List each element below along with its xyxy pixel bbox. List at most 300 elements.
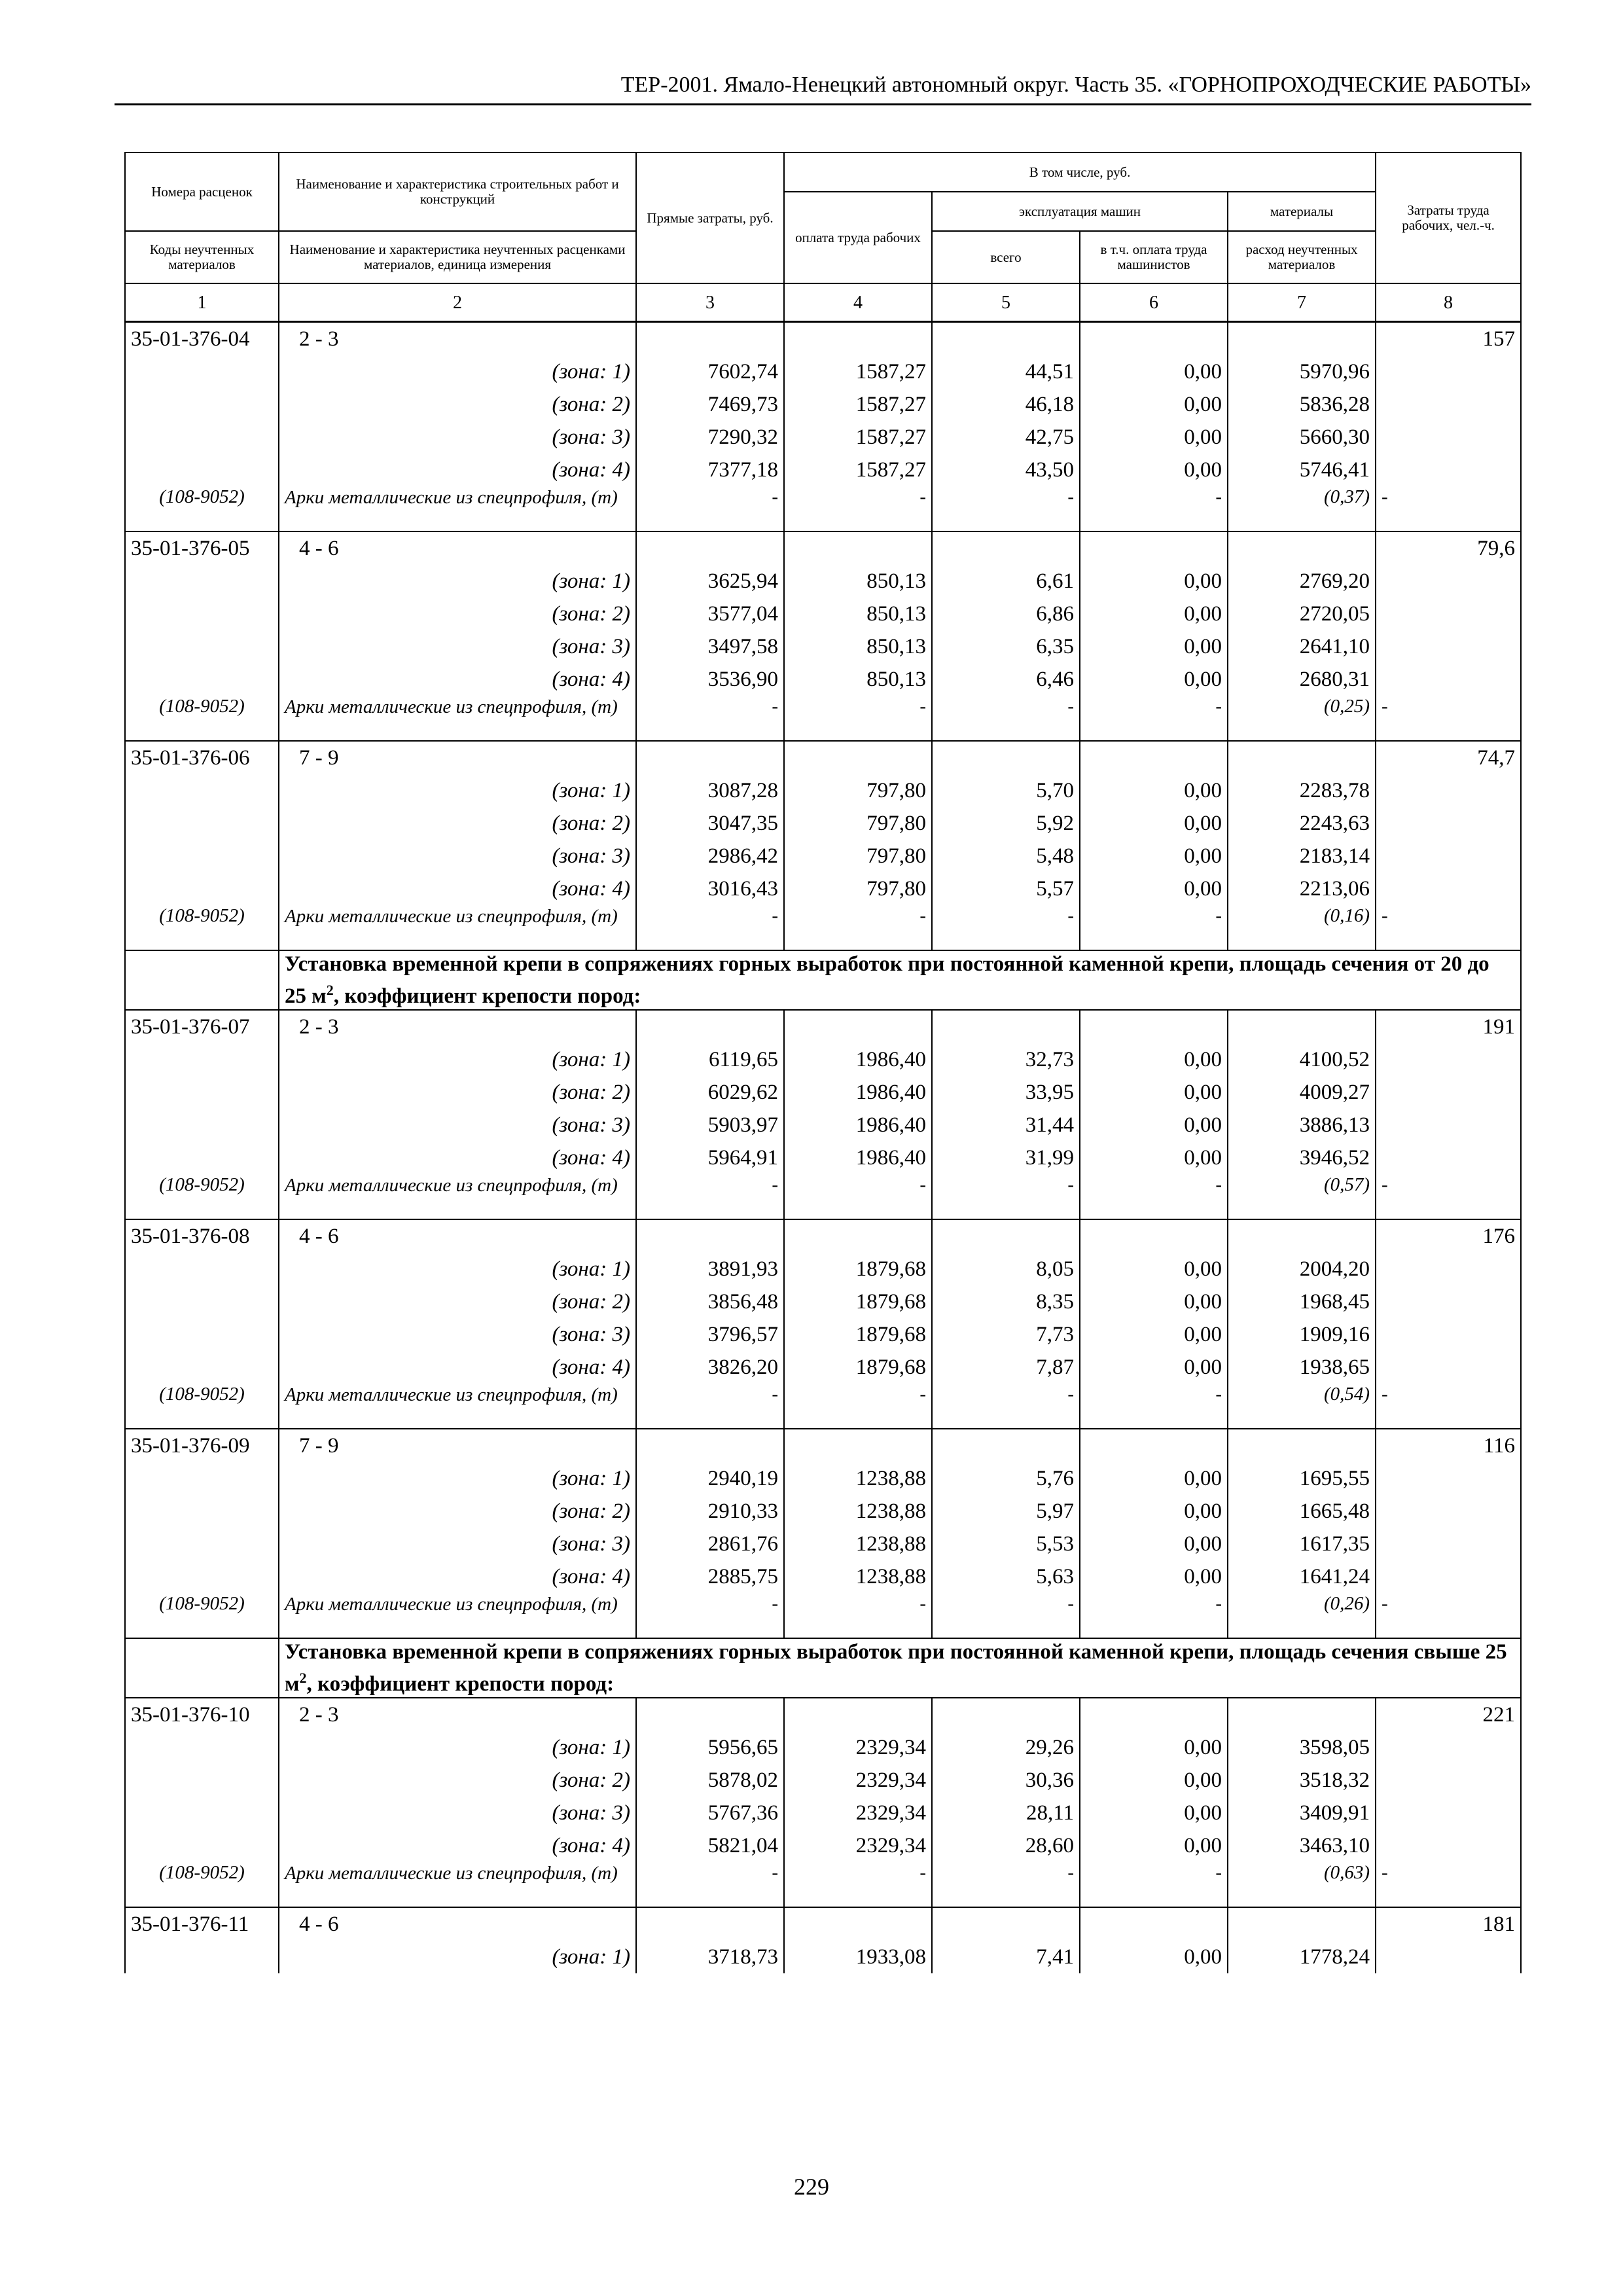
empty-cell	[636, 1429, 784, 1462]
zone-row	[125, 1141, 1521, 1174]
empty-cell	[125, 1528, 279, 1560]
empty-cell	[784, 1429, 932, 1462]
material-value: -	[1080, 905, 1228, 950]
zone-row	[125, 598, 1521, 630]
zone-value: 2329,34	[784, 1829, 932, 1862]
zone-row	[125, 421, 1521, 454]
rock-hardness-range: 2 - 3	[279, 1698, 636, 1731]
zone-value: 31,99	[932, 1141, 1080, 1174]
empty-cell	[1080, 1907, 1228, 1941]
material-code: (108-9052)	[125, 1862, 279, 1907]
labor-cost: 116	[1376, 1429, 1521, 1462]
zone-value: 797,80	[784, 872, 932, 905]
empty-cell	[1376, 565, 1521, 598]
col-header-including-group: В том числе, руб.	[784, 152, 1376, 192]
col-header-labor-costs: Затраты труда рабочих, чел.-ч.	[1376, 152, 1521, 283]
empty-cell	[125, 1351, 279, 1384]
zone-value: 0,00	[1080, 1829, 1228, 1862]
zone-value: 0,00	[1080, 1285, 1228, 1318]
material-value: -	[932, 1593, 1080, 1638]
material-labor: -	[1376, 905, 1521, 950]
col-header-materials-group: материалы	[1228, 192, 1376, 231]
material-quantity: (0,57)	[1228, 1174, 1376, 1219]
zone-value: 5767,36	[636, 1797, 784, 1829]
zone-value: 2283,78	[1228, 774, 1376, 807]
zone-value: 0,00	[1080, 1109, 1228, 1141]
material-code: (108-9052)	[125, 1384, 279, 1429]
zone-label: (зона: 3)	[279, 1528, 636, 1560]
zone-value: 3856,48	[636, 1285, 784, 1318]
zone-label: (зона: 4)	[279, 1141, 636, 1174]
empty-cell	[784, 1219, 932, 1253]
zone-label: (зона: 3)	[279, 630, 636, 663]
material-value: -	[1080, 1174, 1228, 1219]
zone-label: (зона: 2)	[279, 1076, 636, 1109]
zone-value: 1968,45	[1228, 1285, 1376, 1318]
labor-cost: 74,7	[1376, 741, 1521, 774]
zone-value: 0,00	[1080, 1528, 1228, 1560]
zone-label: (зона: 3)	[279, 1318, 636, 1351]
zone-row	[125, 1351, 1521, 1384]
zone-row	[125, 774, 1521, 807]
empty-cell	[125, 1253, 279, 1285]
zone-value: 2680,31	[1228, 663, 1376, 696]
col-number: 4	[784, 283, 932, 322]
empty-cell	[125, 1043, 279, 1076]
zone-value: 5821,04	[636, 1829, 784, 1862]
zone-value: 5,57	[932, 872, 1080, 905]
zone-value: 3518,32	[1228, 1764, 1376, 1797]
zone-value: 3826,20	[636, 1351, 784, 1384]
zone-value: 3536,90	[636, 663, 784, 696]
zone-value: 8,05	[932, 1253, 1080, 1285]
empty-cell	[1376, 1528, 1521, 1560]
col-header-material-names: Наименование и характеристика неучтенных расценками материалов, единица измерения	[279, 231, 636, 283]
zone-value: 2720,05	[1228, 598, 1376, 630]
zone-value: 2641,10	[1228, 630, 1376, 663]
zone-row	[125, 1076, 1521, 1109]
empty-cell	[1080, 1010, 1228, 1043]
zone-value: 0,00	[1080, 630, 1228, 663]
empty-cell	[784, 1698, 932, 1731]
material-name: Арки металлические из спецпрофиля, (т)	[279, 696, 636, 741]
zone-row	[125, 355, 1521, 388]
section-heading-text: Установка временной крепи в сопряжениях горных выработок при постоянной каменной крепи, площадь сечения от 20 до 25 м	[285, 952, 1489, 1008]
material-code: (108-9052)	[125, 1593, 279, 1638]
material-value: -	[784, 1384, 932, 1429]
empty-cell	[636, 1907, 784, 1941]
page-header: ТЕР-2001. Ямало-Ненецкий автономный округ. Часть 35. «ГОРНОПРОХОДЧЕСКИЕ РАБОТЫ»	[620, 73, 1531, 97]
zone-value: 0,00	[1080, 1560, 1228, 1593]
zone-value: 0,00	[1080, 388, 1228, 421]
col-number: 7	[1228, 283, 1376, 322]
empty-cell	[932, 1429, 1080, 1462]
material-value: -	[932, 905, 1080, 950]
zone-value: 42,75	[932, 421, 1080, 454]
zone-value: 3946,52	[1228, 1141, 1376, 1174]
material-labor: -	[1376, 696, 1521, 741]
material-value: -	[932, 1862, 1080, 1907]
empty-cell	[636, 1698, 784, 1731]
empty-cell	[125, 598, 279, 630]
zone-value: 3625,94	[636, 565, 784, 598]
empty-cell	[125, 1076, 279, 1109]
material-value: -	[784, 905, 932, 950]
zone-value: 5660,30	[1228, 421, 1376, 454]
material-value: -	[1080, 696, 1228, 741]
col-header-worker-wages: оплата труда рабочих	[784, 192, 932, 283]
zone-value: 7,73	[932, 1318, 1080, 1351]
empty-cell	[125, 872, 279, 905]
material-quantity: (0,37)	[1228, 486, 1376, 531]
empty-cell	[932, 322, 1080, 356]
zone-value: 850,13	[784, 598, 932, 630]
zone-value: 2769,20	[1228, 565, 1376, 598]
zone-value: 33,95	[932, 1076, 1080, 1109]
zone-row	[125, 1560, 1521, 1593]
zone-row	[125, 807, 1521, 840]
material-value: -	[636, 1174, 784, 1219]
zone-value: 0,00	[1080, 1141, 1228, 1174]
empty-cell	[125, 1941, 279, 1973]
empty-cell	[1376, 1731, 1521, 1764]
zone-value: 3886,13	[1228, 1109, 1376, 1141]
material-value: -	[932, 696, 1080, 741]
empty-cell	[932, 1698, 1080, 1731]
zone-value: 1778,24	[1228, 1941, 1376, 1973]
zone-value: 4009,27	[1228, 1076, 1376, 1109]
zone-value: 0,00	[1080, 1764, 1228, 1797]
zone-label: (зона: 3)	[279, 1109, 636, 1141]
zone-value: 1641,24	[1228, 1560, 1376, 1593]
zone-label: (зона: 1)	[279, 1731, 636, 1764]
empty-cell	[1376, 1253, 1521, 1285]
material-labor: -	[1376, 1862, 1521, 1907]
labor-cost: 181	[1376, 1907, 1521, 1941]
zone-value: 2885,75	[636, 1560, 784, 1593]
section-heading-superscript: 2	[299, 1670, 307, 1686]
zone-value: 3016,43	[636, 872, 784, 905]
zone-value: 6,86	[932, 598, 1080, 630]
section-heading	[279, 1638, 1521, 1698]
rate-code-row	[125, 1429, 1521, 1462]
empty-cell	[1376, 1462, 1521, 1495]
zone-label: (зона: 2)	[279, 598, 636, 630]
col-number: 6	[1080, 283, 1228, 322]
zone-value: 43,50	[932, 454, 1080, 486]
material-value: -	[1080, 1593, 1228, 1638]
zone-value: 6,61	[932, 565, 1080, 598]
material-value: -	[784, 1593, 932, 1638]
material-value: -	[784, 696, 932, 741]
zone-value: 3087,28	[636, 774, 784, 807]
material-value: -	[784, 1862, 932, 1907]
zone-value: 7602,74	[636, 355, 784, 388]
zone-value: 1879,68	[784, 1318, 932, 1351]
material-labor: -	[1376, 1593, 1521, 1638]
empty-cell	[1080, 531, 1228, 565]
empty-cell	[125, 421, 279, 454]
rate-code-row	[125, 1010, 1521, 1043]
zone-row	[125, 1829, 1521, 1862]
zone-row	[125, 454, 1521, 486]
empty-cell	[1376, 663, 1521, 696]
zone-label: (зона: 4)	[279, 454, 636, 486]
rock-hardness-range: 7 - 9	[279, 741, 636, 774]
empty-cell	[932, 531, 1080, 565]
col-header-work-name: Наименование и характеристика строительных работ и конструкций	[279, 152, 636, 231]
zone-value: 3463,10	[1228, 1829, 1376, 1862]
zone-value: 1238,88	[784, 1462, 932, 1495]
material-value: -	[932, 1384, 1080, 1429]
zone-value: 7,41	[932, 1941, 1080, 1973]
col-number: 5	[932, 283, 1080, 322]
zone-value: 7377,18	[636, 454, 784, 486]
rate-code: 35-01-376-11	[125, 1907, 279, 1941]
zone-label: (зона: 4)	[279, 872, 636, 905]
zone-value: 6,46	[932, 663, 1080, 696]
rate-code: 35-01-376-08	[125, 1219, 279, 1253]
zone-value: 5,92	[932, 807, 1080, 840]
empty-cell	[125, 565, 279, 598]
material-value: -	[932, 486, 1080, 531]
empty-cell	[1376, 630, 1521, 663]
material-value: -	[932, 1174, 1080, 1219]
material-row	[125, 1384, 1521, 1429]
material-labor: -	[1376, 1174, 1521, 1219]
rate-code-row	[125, 1219, 1521, 1253]
material-name: Арки металлические из спецпрофиля, (т)	[279, 1593, 636, 1638]
zone-value: 0,00	[1080, 1941, 1228, 1973]
zone-value: 5746,41	[1228, 454, 1376, 486]
zone-row	[125, 1495, 1521, 1528]
zone-label: (зона: 1)	[279, 1043, 636, 1076]
zone-label: (зона: 1)	[279, 355, 636, 388]
rock-hardness-range: 4 - 6	[279, 531, 636, 565]
zone-value: 2940,19	[636, 1462, 784, 1495]
col-header-rate-number: Номера расценок	[125, 152, 279, 231]
material-value: -	[1080, 1862, 1228, 1907]
zone-value: 5970,96	[1228, 355, 1376, 388]
zone-value: 2986,42	[636, 840, 784, 872]
empty-cell	[1376, 840, 1521, 872]
rock-hardness-range: 2 - 3	[279, 322, 636, 356]
zone-value: 0,00	[1080, 1462, 1228, 1495]
zone-value: 1986,40	[784, 1109, 932, 1141]
table-body	[125, 322, 1521, 1974]
empty-cell	[1376, 1560, 1521, 1593]
material-row	[125, 486, 1521, 531]
zone-value: 6029,62	[636, 1076, 784, 1109]
zone-value: 1986,40	[784, 1141, 932, 1174]
empty-cell	[1376, 1141, 1521, 1174]
empty-cell	[125, 1462, 279, 1495]
rate-code: 35-01-376-09	[125, 1429, 279, 1462]
empty-cell	[1228, 1698, 1376, 1731]
zone-value: 0,00	[1080, 872, 1228, 905]
col-number: 2	[279, 283, 636, 322]
material-value: -	[784, 486, 932, 531]
empty-cell	[1080, 1219, 1228, 1253]
col-header-machines-total: всего	[932, 231, 1080, 283]
zone-value: 0,00	[1080, 1797, 1228, 1829]
zone-value: 32,73	[932, 1043, 1080, 1076]
empty-cell	[125, 1764, 279, 1797]
zone-label: (зона: 3)	[279, 1797, 636, 1829]
empty-cell	[784, 1907, 932, 1941]
empty-cell	[1228, 741, 1376, 774]
empty-cell	[1376, 1495, 1521, 1528]
col-header-direct-costs: Прямые затраты, руб.	[636, 152, 784, 283]
zone-value: 28,11	[932, 1797, 1080, 1829]
zone-row	[125, 872, 1521, 905]
rates-table	[124, 152, 1522, 1973]
material-quantity: (0,25)	[1228, 696, 1376, 741]
zone-label: (зона: 2)	[279, 807, 636, 840]
empty-cell	[125, 774, 279, 807]
empty-cell	[932, 1907, 1080, 1941]
zone-label: (зона: 1)	[279, 774, 636, 807]
zone-value: 5836,28	[1228, 388, 1376, 421]
zone-value: 44,51	[932, 355, 1080, 388]
material-value: -	[636, 1593, 784, 1638]
zone-value: 7,87	[932, 1351, 1080, 1384]
zone-value: 2213,06	[1228, 872, 1376, 905]
zone-value: 5,53	[932, 1528, 1080, 1560]
zone-value: 0,00	[1080, 1495, 1228, 1528]
empty-cell	[125, 1285, 279, 1318]
material-name: Арки металлические из спецпрофиля, (т)	[279, 1384, 636, 1429]
empty-cell	[1228, 1010, 1376, 1043]
material-row	[125, 1593, 1521, 1638]
rock-hardness-range: 7 - 9	[279, 1429, 636, 1462]
zone-value: 28,60	[932, 1829, 1080, 1862]
zone-label: (зона: 2)	[279, 1285, 636, 1318]
zone-value: 1695,55	[1228, 1462, 1376, 1495]
zone-label: (зона: 1)	[279, 565, 636, 598]
zone-value: 3598,05	[1228, 1731, 1376, 1764]
material-row	[125, 1862, 1521, 1907]
empty-cell	[1376, 1829, 1521, 1862]
empty-cell	[1376, 1941, 1521, 1973]
zone-row	[125, 388, 1521, 421]
zone-label: (зона: 4)	[279, 663, 636, 696]
material-quantity: (0,54)	[1228, 1384, 1376, 1429]
rate-code-row	[125, 531, 1521, 565]
zone-value: 5,70	[932, 774, 1080, 807]
zone-value: 0,00	[1080, 454, 1228, 486]
labor-cost: 79,6	[1376, 531, 1521, 565]
zone-value: 3409,91	[1228, 1797, 1376, 1829]
section-heading	[279, 950, 1521, 1010]
zone-value: 30,36	[932, 1764, 1080, 1797]
material-value: -	[636, 696, 784, 741]
zone-value: 7469,73	[636, 388, 784, 421]
zone-label: (зона: 1)	[279, 1253, 636, 1285]
zone-row	[125, 1731, 1521, 1764]
zone-value: 5964,91	[636, 1141, 784, 1174]
material-quantity: (0,16)	[1228, 905, 1376, 950]
empty-cell	[125, 807, 279, 840]
zone-value: 3718,73	[636, 1941, 784, 1973]
zone-value: 0,00	[1080, 598, 1228, 630]
material-value: -	[636, 486, 784, 531]
material-name: Арки металлические из спецпрофиля, (т)	[279, 486, 636, 531]
empty-cell	[1376, 355, 1521, 388]
empty-cell	[125, 950, 279, 1010]
material-row	[125, 1174, 1521, 1219]
col-number: 8	[1376, 283, 1521, 322]
zone-value: 1986,40	[784, 1043, 932, 1076]
zone-value: 1587,27	[784, 355, 932, 388]
zone-value: 5,63	[932, 1560, 1080, 1593]
zone-value: 1587,27	[784, 454, 932, 486]
rate-code-row	[125, 322, 1521, 356]
material-value: -	[1080, 486, 1228, 531]
zone-value: 797,80	[784, 774, 932, 807]
zone-value: 1238,88	[784, 1495, 932, 1528]
zone-row	[125, 1462, 1521, 1495]
empty-cell	[1080, 1429, 1228, 1462]
empty-cell	[1376, 807, 1521, 840]
empty-cell	[784, 531, 932, 565]
zone-row	[125, 1797, 1521, 1829]
zone-value: 3891,93	[636, 1253, 784, 1285]
zone-row	[125, 1764, 1521, 1797]
zone-row	[125, 630, 1521, 663]
page-number: 229	[794, 2174, 829, 2200]
rate-code: 35-01-376-10	[125, 1698, 279, 1731]
zone-value: 0,00	[1080, 421, 1228, 454]
empty-cell	[125, 1318, 279, 1351]
zone-value: 1879,68	[784, 1285, 932, 1318]
zone-value: 1617,35	[1228, 1528, 1376, 1560]
zone-row	[125, 565, 1521, 598]
labor-cost: 221	[1376, 1698, 1521, 1731]
empty-cell	[636, 1219, 784, 1253]
empty-cell	[784, 322, 932, 356]
zone-value: 3796,57	[636, 1318, 784, 1351]
zone-value: 0,00	[1080, 774, 1228, 807]
rock-hardness-range: 2 - 3	[279, 1010, 636, 1043]
col-number: 3	[636, 283, 784, 322]
zone-value: 5956,65	[636, 1731, 784, 1764]
zone-row	[125, 663, 1521, 696]
zone-value: 0,00	[1080, 840, 1228, 872]
empty-cell	[1228, 322, 1376, 356]
empty-cell	[1376, 388, 1521, 421]
rock-hardness-range: 4 - 6	[279, 1907, 636, 1941]
zone-row	[125, 1318, 1521, 1351]
zone-value: 0,00	[1080, 1043, 1228, 1076]
material-value: -	[636, 905, 784, 950]
empty-cell	[784, 741, 932, 774]
zone-value: 2243,63	[1228, 807, 1376, 840]
rock-hardness-range: 4 - 6	[279, 1219, 636, 1253]
zone-value: 1909,16	[1228, 1318, 1376, 1351]
zone-label: (зона: 4)	[279, 1351, 636, 1384]
zone-value: 850,13	[784, 630, 932, 663]
empty-cell	[1376, 1351, 1521, 1384]
empty-cell	[125, 1560, 279, 1593]
rate-code: 35-01-376-06	[125, 741, 279, 774]
material-name: Арки металлические из спецпрофиля, (т)	[279, 1862, 636, 1907]
rate-code-row	[125, 1907, 1521, 1941]
zone-label: (зона: 2)	[279, 1495, 636, 1528]
section-heading-text-tail: , коэффициент крепости пород:	[333, 984, 641, 1008]
zone-value: 0,00	[1080, 355, 1228, 388]
zone-value: 1238,88	[784, 1560, 932, 1593]
